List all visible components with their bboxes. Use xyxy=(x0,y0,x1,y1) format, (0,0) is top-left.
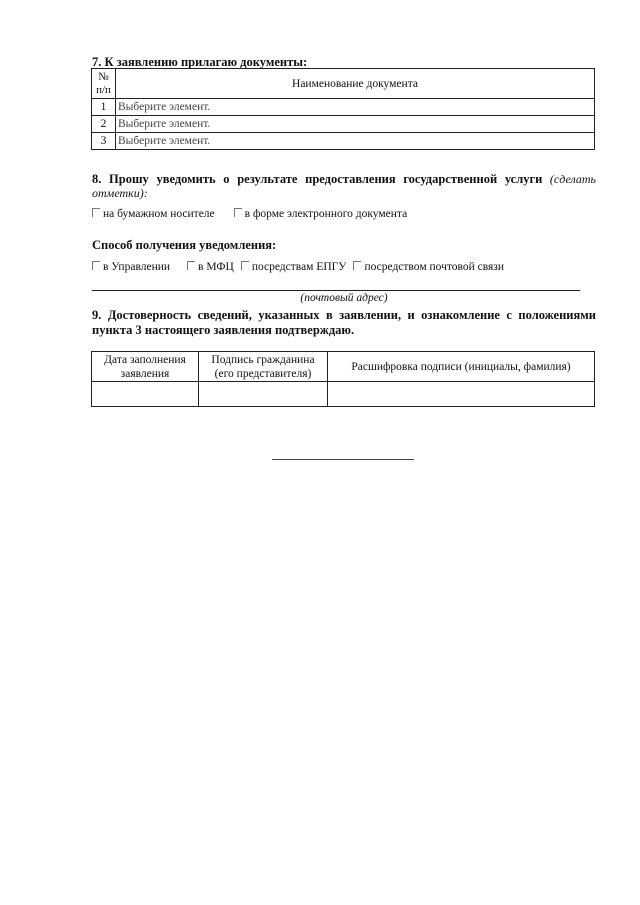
table-row xyxy=(92,116,595,133)
delivery-options xyxy=(92,259,504,274)
date-cell[interactable] xyxy=(92,382,199,407)
delivery-option-mfc[interactable] xyxy=(187,261,234,273)
table-row xyxy=(92,382,595,407)
table-row xyxy=(92,99,595,116)
option-label: в МФЦ xyxy=(198,261,234,273)
row-number: 2 xyxy=(92,116,116,133)
section-9-title: 9. Достоверность сведений, указанных в заявлении, и ознакомление с положениями пункта 3 настоящего заявления подтверждаю. xyxy=(92,308,596,337)
checkbox-icon xyxy=(241,261,249,270)
col-signature-header: Подпись гражданина (его представителя) xyxy=(199,352,328,382)
table-row xyxy=(92,133,595,150)
documents-table-header xyxy=(92,69,595,99)
option-label: в Управлении xyxy=(103,261,171,273)
delivery-title: Способ получения уведомления: xyxy=(92,238,277,252)
document-select[interactable]: Выберите элемент. xyxy=(116,116,595,133)
delivery-option-epgu[interactable] xyxy=(241,261,347,273)
delivery-option-office[interactable] xyxy=(92,261,170,273)
checkbox-icon xyxy=(353,261,361,270)
notify-option-electronic[interactable] xyxy=(234,208,408,220)
address-caption-text: (почтовый адрес) xyxy=(300,292,388,304)
document-select[interactable]: Выберите элемент. xyxy=(116,133,595,150)
section-8-title: 8. Прошу уведомить о результате предоставления государственной услуги xyxy=(92,172,543,186)
documents-table xyxy=(91,68,595,150)
row-number: 1 xyxy=(92,99,116,116)
delivery-option-post[interactable] xyxy=(353,261,504,273)
checkbox-icon xyxy=(234,208,242,217)
option-label: в форме электронного документа xyxy=(244,208,408,220)
notify-options xyxy=(92,206,407,221)
col-name-header: Наименование документа xyxy=(116,69,595,99)
checkbox-icon xyxy=(92,208,100,217)
separator-line xyxy=(272,459,414,460)
signature-table-header xyxy=(92,352,595,382)
decode-cell[interactable] xyxy=(328,382,595,407)
checkbox-icon xyxy=(92,261,100,270)
option-label: посредствам ЕПГУ xyxy=(251,261,347,273)
notify-option-paper[interactable] xyxy=(92,208,215,220)
option-label: на бумажном носителе xyxy=(103,208,215,220)
section-7-title: 7. К заявлению прилагаю документы: xyxy=(92,55,308,69)
option-label: посредством почтовой связи xyxy=(364,261,504,273)
section-8-block xyxy=(92,172,596,200)
document-select[interactable]: Выберите элемент. xyxy=(116,99,595,116)
col-date-header: Дата заполнения заявления xyxy=(92,352,199,382)
postal-address-caption xyxy=(92,292,640,304)
col-number-header: № п/п xyxy=(92,69,116,99)
row-number: 3 xyxy=(92,133,116,150)
signature-table xyxy=(91,351,595,407)
col-decode-header: Расшифровка подписи (инициалы, фамилия) xyxy=(328,352,595,382)
section-8-note: (сделать отметки): xyxy=(92,172,596,200)
postal-address-line[interactable] xyxy=(92,290,580,291)
signature-cell[interactable] xyxy=(199,382,328,407)
checkbox-icon xyxy=(187,261,195,270)
